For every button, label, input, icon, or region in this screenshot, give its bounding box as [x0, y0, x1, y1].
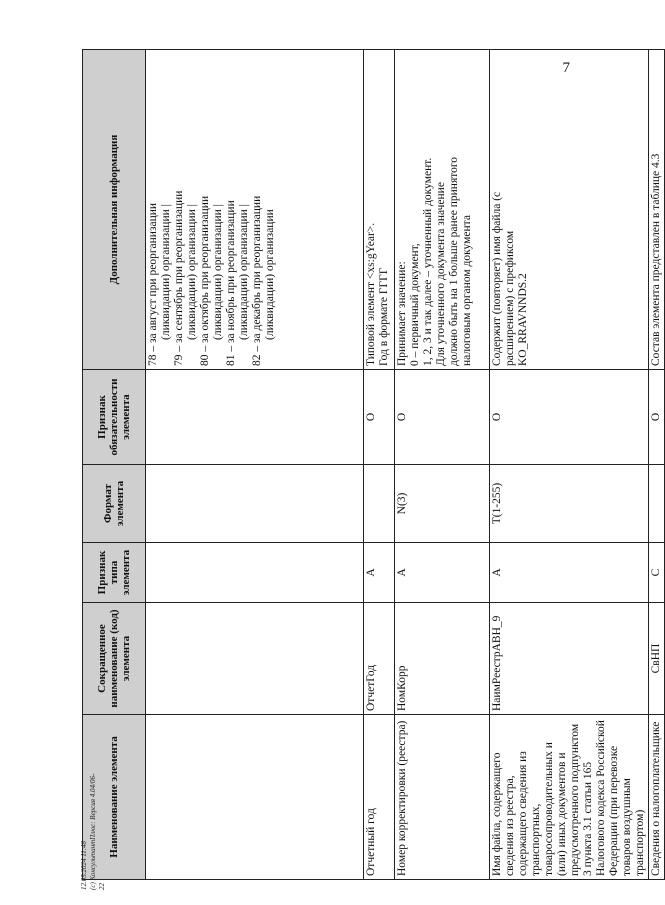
- info-line: 80 – за октябрь при реорганизации: [199, 195, 211, 366]
- header-required: Признак обязательности элемента: [83, 370, 146, 465]
- info-line: Состав элемента представлен в таблице 4.3: [650, 153, 662, 366]
- cell-required: [146, 370, 364, 465]
- info-line: Год в формате ГГГГ: [378, 267, 390, 366]
- table-header-row: [83, 50, 146, 880]
- cell-required: О: [395, 370, 490, 465]
- info-line: (ликвидации) организации |: [186, 204, 198, 340]
- info-line: (ликвидации) организации |: [212, 204, 224, 340]
- cell-required: О: [649, 370, 665, 465]
- table-row-continuation: [146, 50, 364, 880]
- cell-format: T(1-255): [490, 465, 649, 543]
- cell-code: ОтчетГод: [364, 603, 395, 715]
- cell-name: Отчетный год: [364, 715, 395, 880]
- cell-info: [490, 50, 649, 370]
- header-name: Наименование элемента: [83, 715, 146, 880]
- info-line: (ликвидации) организации: [264, 209, 276, 340]
- cell-type: А: [364, 543, 395, 603]
- cell-format: [146, 465, 364, 543]
- footer-date: 12.05.2024 11:48: [80, 840, 88, 890]
- cell-code: СвНП: [649, 603, 665, 715]
- cell-code: НомКорр: [395, 603, 490, 715]
- cell-required: О: [364, 370, 395, 465]
- cell-type: А: [490, 543, 649, 603]
- cell-code: НаимРеестрАВН_9: [490, 603, 649, 715]
- info-line: 81 – за ноябрь при реорганизации: [225, 200, 237, 366]
- header-info: Дополнительная информация: [83, 50, 146, 370]
- info-line: 1, 2, 3 и так далее – уточненный документ.: [422, 157, 434, 366]
- header-format: Формат элемента: [83, 465, 146, 543]
- cell-code: [146, 603, 364, 715]
- cell-info: [364, 50, 395, 370]
- cell-info: [146, 50, 364, 370]
- table-row-filename: [490, 50, 649, 880]
- info-line: Принимает значение:: [396, 261, 408, 366]
- page-number: 7: [562, 60, 570, 76]
- info-line: (ликвидации) организации |: [160, 204, 172, 340]
- table-row-taxpayer: [649, 50, 665, 880]
- cell-format: N(3): [395, 465, 490, 543]
- info-line: Для уточненного документа значение: [435, 182, 447, 366]
- info-line: Содержит (повторяет) имя файла (с: [491, 191, 503, 366]
- info-line: 0 – первичный документ,: [409, 243, 421, 366]
- table-row-year: [364, 50, 395, 880]
- info-line: налоговым органом документа: [461, 215, 473, 366]
- info-line: KO_RRAVNNDS.2: [517, 273, 529, 366]
- info-line: должно быть на 1 больше ранее принятого: [448, 156, 460, 366]
- cell-name: Номер корректировки (реестра): [395, 715, 490, 880]
- elements-table: [82, 49, 665, 880]
- cell-format: [364, 465, 395, 543]
- info-line: Типовой элемент <xs:gYear>.: [365, 222, 377, 366]
- info-line: 78 – за август при реорганизации: [147, 202, 159, 366]
- cell-format: [649, 465, 665, 543]
- cell-required: О: [490, 370, 649, 465]
- info-line: 79 – за сентябрь при реорганизации: [173, 190, 185, 366]
- footer-source: (c) КонсультантПлюс: Версия 4.04/06-22: [89, 773, 106, 890]
- rotated-table-container: [82, 50, 662, 880]
- info-line: (ликвидации) организации |: [238, 204, 250, 340]
- header-type: Признак типа элемента: [83, 543, 146, 603]
- cell-name: Имя файла, содержащего сведения из реестра, содержащего сведения из транспортных, товаросопроводительных и (или) иных документов и предусмотренного подпунктом 3 пункта 3.1 статьи 165 Налогового кодекса Российской Федерации (при перевозке товаров воздушным транспортом): [490, 715, 649, 880]
- info-line: расширением) с префиксом: [504, 230, 516, 366]
- cell-type: С: [649, 543, 665, 603]
- footer-stamp: [80, 770, 107, 890]
- info-line: 82 – за декабрь при реорганизации: [251, 195, 263, 366]
- cell-name: [146, 715, 364, 880]
- cell-name: Сведения о налогоплательщике: [649, 715, 665, 880]
- cell-info: [395, 50, 490, 370]
- table-row-correction: [395, 50, 490, 880]
- cell-type: А: [395, 543, 490, 603]
- cell-type: [146, 543, 364, 603]
- cell-info: [649, 50, 665, 370]
- header-code: Сокращенное наименование (код) элемента: [83, 603, 146, 715]
